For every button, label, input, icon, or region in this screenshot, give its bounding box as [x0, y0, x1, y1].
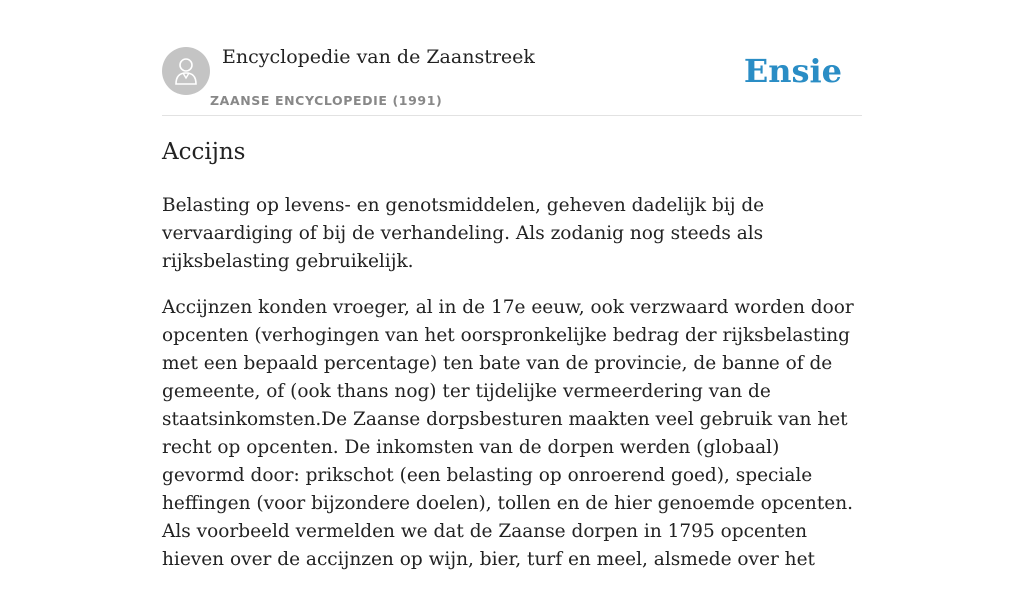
article-paragraph-2: Accijnzen konden vroeger, al in de 17e eeuw, ook verzwaard worden door opcenten (verhogingen van het oorspronkelijke bedrag der rijksbelasting met een bepaald percentage) ten bate van de provincie, de banne of de gemeente, of (ook thans nog) ter tijdelijke vermeerdering van de staatsinkomsten.De Zaanse dorpsbesturen maakten veel gebruik van het recht op opcenten. De inkomsten van de dorpen werden (globaal) gevormd door: prikschot (een belasting op onroerend goed), speciale heffingen (voor bijzondere doelen), tollen en de hier genoemde opcenten. Als voorbeeld vermelden we dat de Zaanse dorpen in 1795 opcenten hieven over de accijnzen op wijn, bier, turf en meel, alsmede over het — [162, 297, 854, 570]
header-divider — [162, 115, 862, 116]
article-body — [162, 192, 864, 592]
source-header — [162, 42, 862, 116]
avatar[interactable] — [162, 47, 210, 95]
source-title[interactable]: Encyclopedie van de Zaanstreek — [222, 46, 535, 68]
article-paragraph-1: Belasting op levens- en genotsmiddelen, geheven dadelijk bij de vervaardiging of bij de verhandeling. Als zodanig nog steeds als rijksbelasting gebruikelijk. — [162, 195, 765, 272]
brand-logo[interactable]: Ensie — [743, 52, 842, 90]
article-title: Accijns — [162, 139, 246, 165]
user-icon — [174, 57, 198, 85]
source-subtitle: ZAANSE ENCYCLOPEDIE (1991) — [210, 93, 443, 108]
